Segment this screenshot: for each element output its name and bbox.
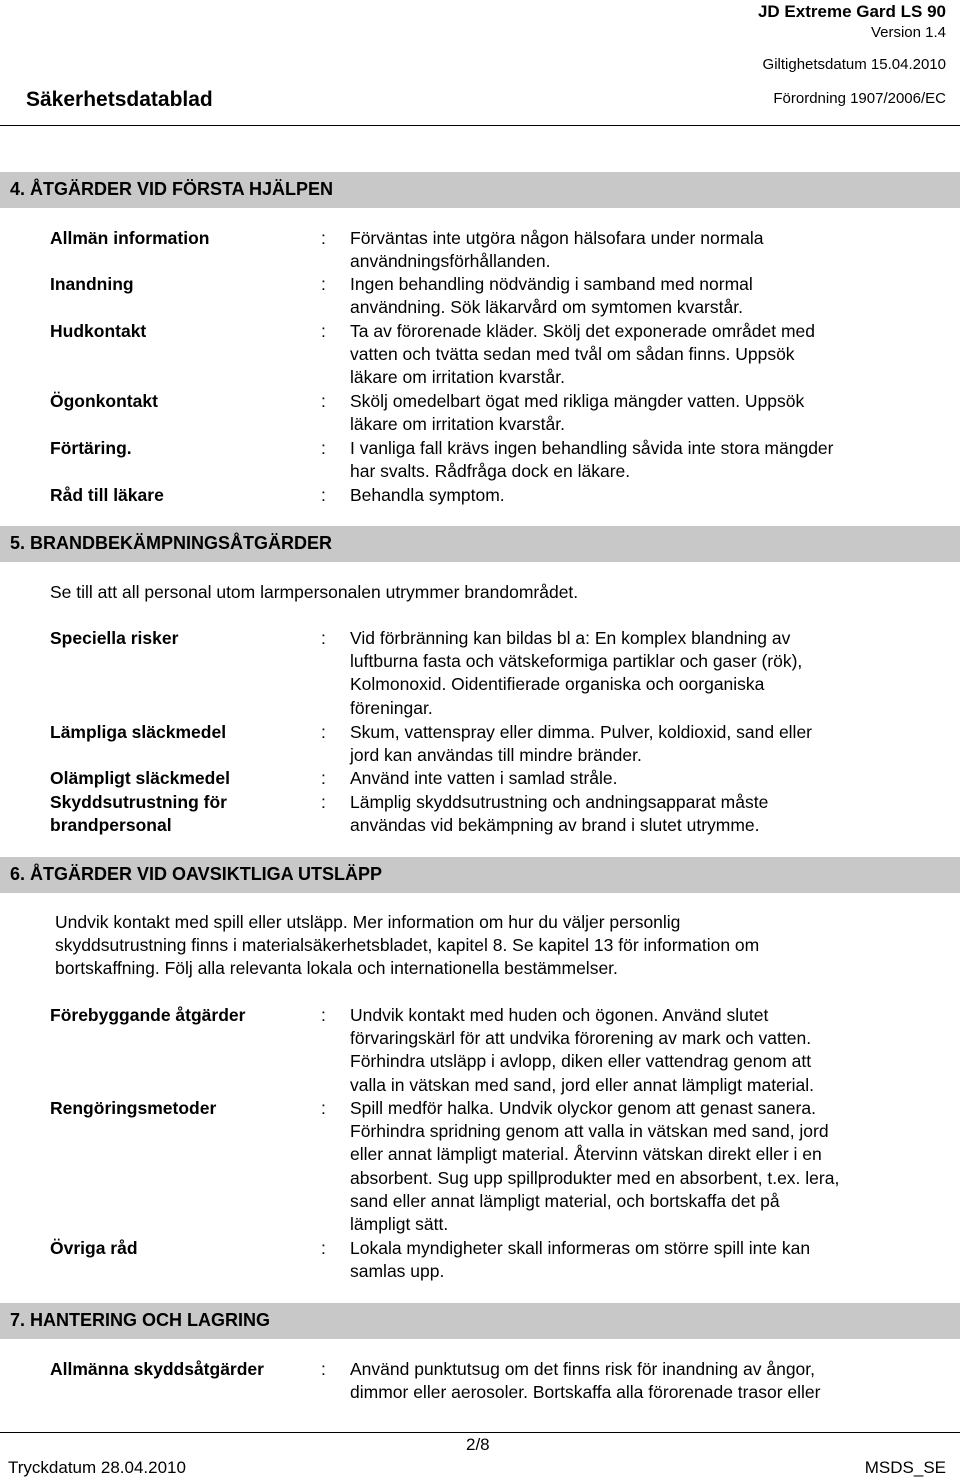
row-label: Hudkontakt — [50, 321, 147, 341]
row-value: Lämplig skyddsutrustning och andningsapparat måste användas vid bekämpning av brand i slutet utrymme. — [350, 792, 769, 836]
row-colon: : — [321, 321, 326, 341]
row-colon: : — [321, 391, 326, 411]
row-value: Undvik kontakt med huden och ögonen. Använd slutet förvaringskärl för att undvika förorening av mark och vatten. Förhindra utsläpp i avlopp, diken eller vattendrag genom att valla in vätskan med sand, jord eller annat lämpligt material. — [350, 1005, 814, 1095]
row-label: Allmänna skyddsåtgärder — [50, 1359, 264, 1379]
row-label: Skyddsutrustning för brandpersonal — [50, 792, 227, 836]
row-label: Lämpliga släckmedel — [50, 722, 227, 742]
row-value: Vid förbränning kan bildas bl a: En komplex blandning av luftburna fasta och vätskeformiga partiklar och gaser (rök), Kolmonoxid. Oidentifierade organiska och oorganiska föreningar. — [350, 628, 803, 718]
row-label: Speciella risker — [50, 628, 179, 648]
row-value: I vanliga fall krävs ingen behandling såvida inte stora mängder har svalts. Rådfråga dock en läkare. — [350, 438, 834, 482]
row-colon: : — [321, 485, 326, 505]
row-label: Inandning — [50, 274, 134, 294]
row-colon: : — [321, 628, 326, 648]
row-value: Ingen behandling nödvändig i samband med normal användning. Sök läkarvård om symtomen kvarstår. — [350, 274, 753, 318]
print-date: Tryckdatum 28.04.2010 — [8, 1458, 186, 1477]
row-label: Förtäring. — [50, 438, 132, 458]
row-label: Ögonkontakt — [50, 391, 158, 411]
section-5-title: 5. BRANDBEKÄMPNINGSÅTGÄRDER — [10, 533, 333, 553]
document-title: Säkerhetsdatablad — [26, 88, 213, 111]
row-colon: : — [321, 274, 326, 294]
row-colon: : — [321, 1005, 326, 1025]
row-value: Behandla symptom. — [350, 485, 505, 505]
row-colon: : — [321, 1098, 326, 1118]
row-value: Använd punktutsug om det finns risk för inandning av ångor, dimmor eller aerosoler. Bortskaffa alla förorenade trasor eller — [350, 1359, 821, 1403]
row-label: Rengöringsmetoder — [50, 1098, 217, 1118]
section-6-title: 6. ÅTGÄRDER VID OAVSIKTLIGA UTSLÄPP — [10, 864, 383, 884]
footer-divider — [0, 1432, 960, 1433]
section-7-title: 7. HANTERING OCH LAGRING — [10, 1310, 271, 1330]
row-label: Olämpligt släckmedel — [50, 768, 230, 788]
row-value: Lokala myndigheter skall informeras om större spill inte kan samlas upp. — [350, 1238, 811, 1282]
row-colon: : — [321, 1359, 326, 1379]
row-value: Skölj omedelbart ögat med rikliga mängder vatten. Uppsök läkare om irritation kvarstår. — [350, 391, 805, 435]
row-value: Ta av förorenade kläder. Skölj det exponerade området med vatten och tvätta sedan med tvål om sådan finns. Uppsök läkare om irritation kvarstår. — [350, 321, 816, 388]
row-colon: : — [321, 1238, 326, 1258]
version-label: Version 1.4 — [870, 24, 946, 41]
row-label: Råd till läkare — [50, 485, 164, 505]
product-name: JD Extreme Gard LS 90 — [757, 2, 946, 21]
validity-date: Giltighetsdatum 15.04.2010 — [762, 56, 946, 73]
section-5-intro: Se till att all personal utom larmpersonalen utrymmer brandområdet. — [50, 582, 579, 602]
row-value: Använd inte vatten i samlad stråle. — [350, 768, 618, 788]
header-divider — [0, 125, 960, 126]
row-label: Övriga råd — [50, 1238, 138, 1258]
regulation-label: Förordning 1907/2006/EC — [773, 90, 946, 107]
row-label: Allmän information — [50, 228, 210, 248]
row-value: Skum, vattenspray eller dimma. Pulver, koldioxid, sand eller jord kan användas till mindre bränder. — [350, 722, 813, 766]
row-colon: : — [321, 768, 326, 788]
row-value: Förväntas inte utgöra någon hälsofara under normala användningsförhållanden. — [350, 228, 764, 272]
row-colon: : — [321, 228, 326, 248]
row-label: Förebyggande åtgärder — [50, 1005, 246, 1025]
document-code: MSDS_SE — [864, 1458, 946, 1477]
row-colon: : — [321, 722, 326, 742]
page-number: 2/8 — [466, 1435, 490, 1454]
row-value: Spill medför halka. Undvik olyckor genom att genast sanera. Förhindra spridning genom att valla in vätskan med sand, jord eller annat lämpligt material. Återvinn vätskan direkt eller i en absorbent. Sug upp spillprodukter med en absorbent, t.ex. lera, sand eller annat lämpligt material, och bortskaffa det på lämpligt sätt. — [350, 1098, 840, 1235]
row-colon: : — [321, 438, 326, 458]
section-4-title: 4. ÅTGÄRDER VID FÖRSTA HJÄLPEN — [10, 179, 334, 199]
row-colon: : — [321, 792, 326, 812]
section-6-intro: Undvik kontakt med spill eller utsläpp. Mer information om hur du väljer personlig skyddsutrustning finns i materialsäkerhetsbladet, kapitel 8. Se kapitel 13 för information om bortskaffning. Följ alla relevanta lokala och internationella bestämmelser. — [55, 912, 760, 979]
